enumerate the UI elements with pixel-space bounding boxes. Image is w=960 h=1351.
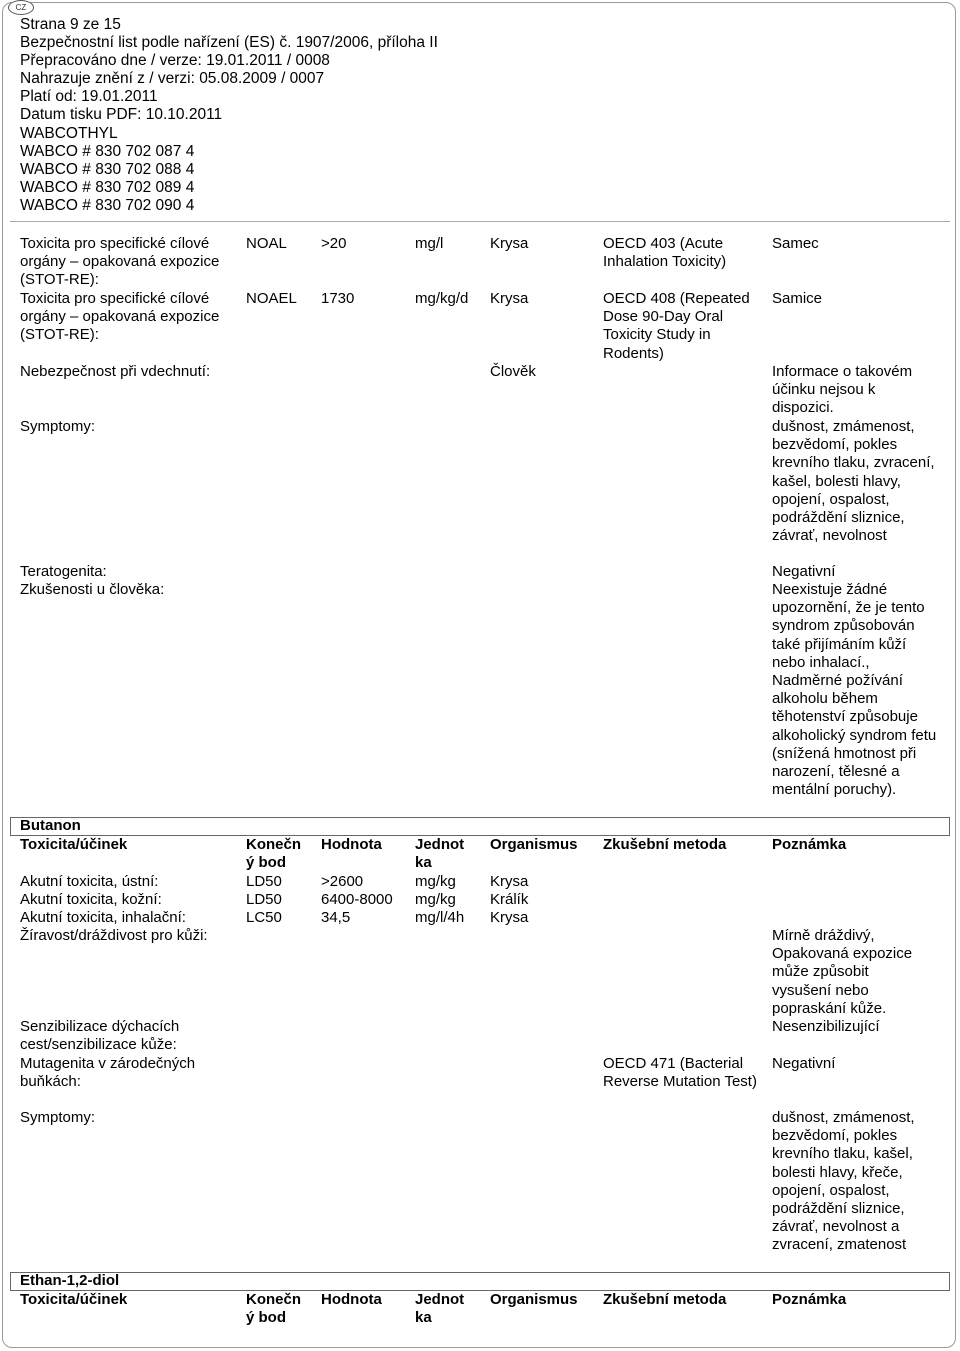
butanon-row-dermal-value: 6400-8000 <box>321 891 393 908</box>
butanon-col-endpoint: Konečn ý bod <box>246 836 302 872</box>
stot2-method: OECD 408 (Repeated Dose 90-Day Oral Toxicity Study in Rodents) <box>603 290 750 362</box>
butanon-row-dermal-unit: mg/kg <box>415 891 456 908</box>
header-print-date: Datum tisku PDF: 10.10.2011 <box>20 106 223 124</box>
stot1-unit: mg/l <box>415 235 444 252</box>
stot2-unit: mg/kg/d <box>415 290 469 307</box>
ethandiol-col-effect: Toxicita/účinek <box>20 1291 128 1308</box>
butanon-muta-note: Negativní <box>772 1055 836 1072</box>
butanon-row-dermal-effect: Akutní toxicita, kožní: <box>20 891 162 908</box>
header-valid-from: Platí od: 19.01.2011 <box>20 88 158 106</box>
inhalation-note: Informace o takovém účinku nejsou k dispozici. <box>772 363 913 417</box>
ethandiol-col-method: Zkušební metoda <box>603 1291 727 1308</box>
butanon-col-note: Poznámka <box>772 836 847 853</box>
teratogenicity-note: Negativní <box>772 563 836 580</box>
butanon-muta-method: OECD 471 (Bacterial Reverse Mutation Test) <box>603 1055 757 1091</box>
human-experience-label: Zkušenosti u člověka: <box>20 581 165 598</box>
header-code-2: WABCO # 830 702 088 4 <box>20 160 195 178</box>
header-product: WABCOTHYL <box>20 124 118 142</box>
butanon-title: Butanon <box>20 817 81 834</box>
butanon-col-unit: Jednot ka <box>415 836 465 872</box>
stot1-note: Samec <box>772 235 819 252</box>
symptoms-label: Symptomy: <box>20 418 96 435</box>
teratogenicity-label: Teratogenita: <box>20 563 107 580</box>
country-badge: CZ <box>8 0 34 15</box>
stot2-value: 1730 <box>321 290 355 307</box>
stot2-endpoint: NOAEL <box>246 290 297 307</box>
stot1-label: Toxicita pro specifické cílové orgány – opakovaná expozice (STOT-RE): <box>20 235 220 289</box>
butanon-skin-label: Žíravost/dráždivost pro kůži: <box>20 927 208 944</box>
ethandiol-title: Ethan-1,2-diol <box>20 1272 120 1289</box>
butanon-col-value: Hodnota <box>321 836 382 853</box>
butanon-muta-label: Mutagenita v zárodečných buňkách: <box>20 1055 196 1091</box>
butanon-section-box <box>10 817 950 836</box>
stot1-value: >20 <box>321 235 347 252</box>
ethandiol-col-endpoint: Konečn ý bod <box>246 1291 302 1327</box>
ethandiol-col-unit: Jednot ka <box>415 1291 465 1327</box>
stot1-organism: Krysa <box>490 235 529 252</box>
butanon-row-oral-value: >2600 <box>321 873 364 890</box>
stot2-label: Toxicita pro specifické cílové orgány – opakovaná expozice (STOT-RE): <box>20 290 220 344</box>
butanon-row-inhal-endpoint: LC50 <box>246 909 282 926</box>
stot1-method: OECD 403 (Acute Inhalation Toxicity) <box>603 235 727 271</box>
butanon-row-oral-endpoint: LD50 <box>246 873 282 890</box>
stot2-organism: Krysa <box>490 290 529 307</box>
symptoms-note: dušnost, zmámenost, bezvědomí, pokles krevního tlaku, zvracení, kašel, bolesti hlavy, opojení, ospalost, podráždění sliznice, závrať, nevolnost <box>772 418 935 545</box>
butanon-row-inhal-organism: Krysa <box>490 909 529 926</box>
butanon-skin-note: Mírně dráždivý, Opakovaná expozice může způsobit vysušení nebo popraskání kůže. <box>772 927 913 1017</box>
butanon-row-inhal-value: 34,5 <box>321 909 351 926</box>
butanon-sens-label: Senzibilizace dýchacích cest/senzibilizace kůže: <box>20 1018 180 1054</box>
butanon-symptoms-label: Symptomy: <box>20 1109 96 1126</box>
butanon-row-oral-organism: Krysa <box>490 873 529 890</box>
header-code-4: WABCO # 830 702 090 4 <box>20 196 195 214</box>
ethandiol-col-value: Hodnota <box>321 1291 382 1308</box>
butanon-row-dermal-endpoint: LD50 <box>246 891 282 908</box>
header-divider <box>10 221 950 222</box>
ethandiol-col-organism: Organismus <box>490 1291 578 1308</box>
stot2-note: Samice <box>772 290 823 307</box>
butanon-col-effect: Toxicita/účinek <box>20 836 128 853</box>
butanon-row-inhal-effect: Akutní toxicita, inhalační: <box>20 909 186 926</box>
butanon-col-organism: Organismus <box>490 836 578 853</box>
butanon-row-inhal-unit: mg/l/4h <box>415 909 465 926</box>
butanon-row-dermal-organism: Králík <box>490 891 529 908</box>
header-code-3: WABCO # 830 702 089 4 <box>20 178 195 196</box>
butanon-col-method: Zkušební metoda <box>603 836 727 853</box>
butanon-symptoms-note: dušnost, zmámenost, bezvědomí, pokles krevního tlaku, kašel, bolesti hlavy, křeče, opojení, ospalost, podráždění sliznice, závrať, nevolnost a zvracení, zmatenost <box>772 1109 915 1254</box>
header-code-1: WABCO # 830 702 087 4 <box>20 142 195 160</box>
ethandiol-section-box <box>10 1272 950 1291</box>
butanon-sens-note: Nesenzibilizující <box>772 1018 880 1035</box>
inhalation-organism: Člověk <box>490 363 536 380</box>
inhalation-hazard-label: Nebezpečnost při vdechnutí: <box>20 363 211 380</box>
butanon-row-oral-effect: Akutní toxicita, ústní: <box>20 873 159 890</box>
stot1-endpoint: NOAL <box>246 235 287 252</box>
header-regulation: Bezpečnostní list podle nařízení (ES) č. 1907/2006, příloha II <box>20 34 438 52</box>
header-page: Strana 9 ze 15 <box>20 16 121 33</box>
human-experience-note: Neexistuje žádné upozornění, že je tento syndrom způsobován také přijímáním kůží nebo inhalací., Nadměrné požívání alkoholu během těhotenství způsobuje alkoholický syndrom fetu (snížená hmotnost při narození, tělesné a mentální poruchy). <box>772 581 937 799</box>
header-revised: Přepracováno dne / verze: 19.01.2011 / 0008 <box>20 52 330 70</box>
document-header <box>20 16 438 215</box>
header-replaces: Nahrazuje znění z / verzi: 05.08.2009 / 0007 <box>20 70 325 88</box>
ethandiol-col-note: Poznámka <box>772 1291 847 1308</box>
butanon-row-oral-unit: mg/kg <box>415 873 456 890</box>
